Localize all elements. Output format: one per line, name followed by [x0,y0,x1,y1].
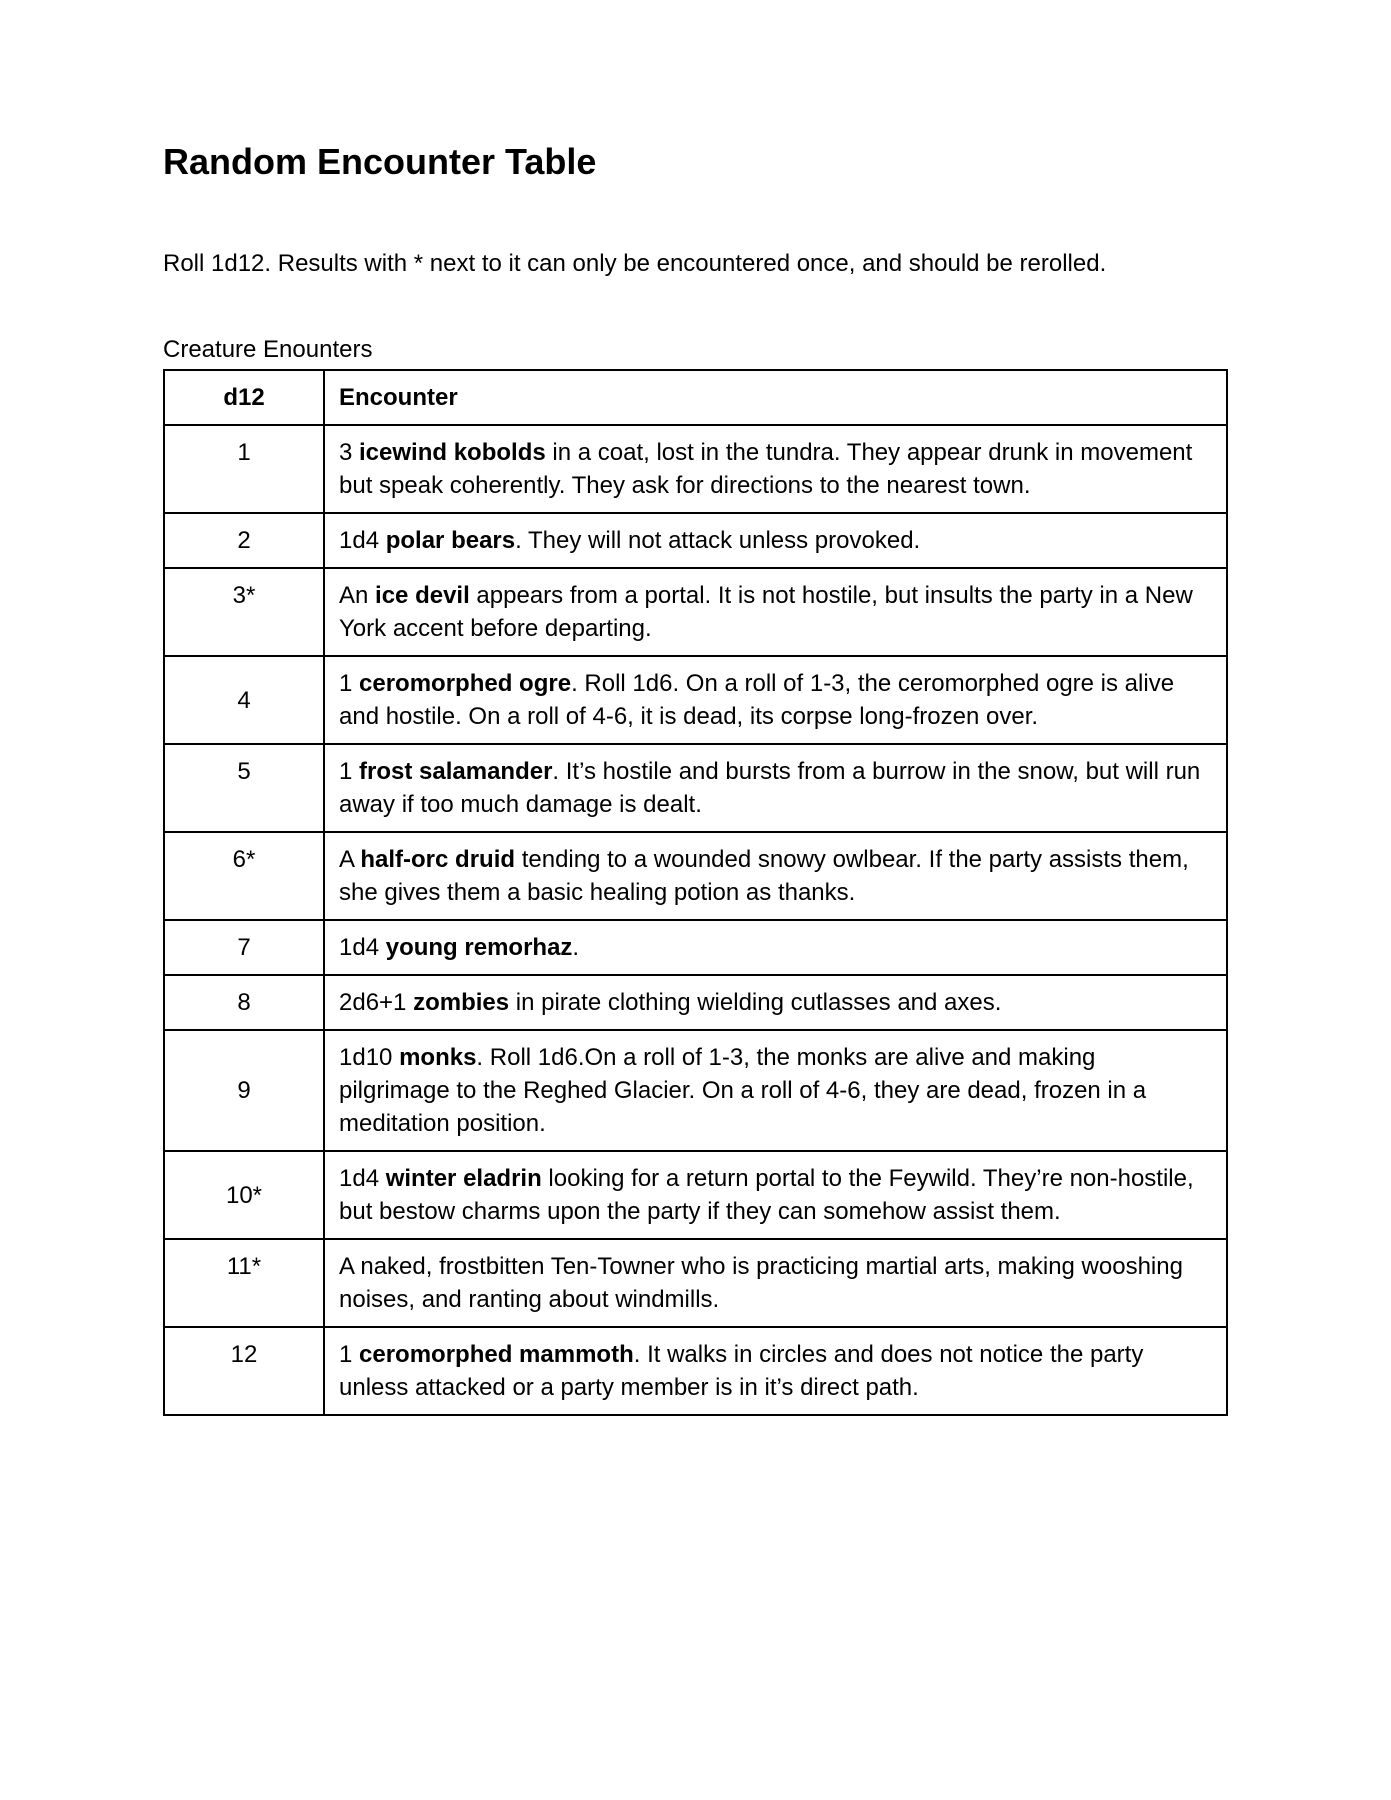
header-row [164,370,1227,425]
table-row [164,568,1227,656]
d12-cell: 11* [164,1239,324,1327]
encounter-cell: 1d4 polar bears. They will not attack unless provoked. [324,513,1227,568]
table-caption: Creature Enounters [163,336,373,364]
intro-paragraph: Roll 1d12. Results with * next to it can only be encountered once, and should be rerolled. [163,250,1107,278]
column-header-d12: d12 [164,370,324,425]
d12-cell: 12 [164,1327,324,1415]
encounter-cell: A naked, frostbitten Ten-Towner who is practicing martial arts, making wooshing noises, and ranting about windmills. [324,1239,1227,1327]
d12-cell: 2 [164,513,324,568]
encounter-cell: An ice devil appears from a portal. It is not hostile, but insults the party in a New York accent before departing. [324,568,1227,656]
d12-cell: 5 [164,744,324,832]
encounter-cell: 1d4 winter eladrin looking for a return portal to the Feywild. They’re non-hostile, but bestow charms upon the party if they can somehow assist them. [324,1151,1227,1239]
table-row [164,920,1227,975]
table-row [164,513,1227,568]
table-row [164,832,1227,920]
column-header-encounter: Encounter [324,370,1227,425]
d12-cell: 1 [164,425,324,513]
table-body [164,425,1227,1415]
encounter-cell: 1d10 monks. Roll 1d6.On a roll of 1-3, the monks are alive and making pilgrimage to the Reghed Glacier. On a roll of 4-6, they are dead, frozen in a meditation position. [324,1030,1227,1151]
table-row [164,744,1227,832]
encounter-cell: 1 ceromorphed mammoth. It walks in circles and does not notice the party unless attacked or a party member is in it’s direct path. [324,1327,1227,1415]
encounter-cell: 1 frost salamander. It’s hostile and bursts from a burrow in the snow, but will run away if too much damage is dealt. [324,744,1227,832]
table-row [164,1030,1227,1151]
table-row [164,1327,1227,1415]
encounter-cell: 1 ceromorphed ogre. Roll 1d6. On a roll of 1-3, the ceromorphed ogre is alive and hostile. On a roll of 4-6, it is dead, its corpse long-frozen over. [324,656,1227,744]
d12-cell: 6* [164,832,324,920]
d12-cell: 7 [164,920,324,975]
encounter-table [163,369,1228,1416]
table-row [164,425,1227,513]
d12-cell: 4 [164,656,324,744]
table-header [164,370,1227,425]
encounter-cell: A half-orc druid tending to a wounded snowy owlbear. If the party assists them, she gives them a basic healing potion as thanks. [324,832,1227,920]
encounter-cell: 2d6+1 zombies in pirate clothing wielding cutlasses and axes. [324,975,1227,1030]
encounter-cell: 1d4 young remorhaz. [324,920,1227,975]
table-row [164,656,1227,744]
d12-cell: 3* [164,568,324,656]
encounter-cell: 3 icewind kobolds in a coat, lost in the tundra. They appear drunk in movement but speak coherently. They ask for directions to the nearest town. [324,425,1227,513]
table-row [164,1239,1227,1327]
table-row [164,1151,1227,1239]
table-row [164,975,1227,1030]
d12-cell: 8 [164,975,324,1030]
d12-cell: 9 [164,1030,324,1151]
page-title: Random Encounter Table [163,141,597,182]
d12-cell: 10* [164,1151,324,1239]
